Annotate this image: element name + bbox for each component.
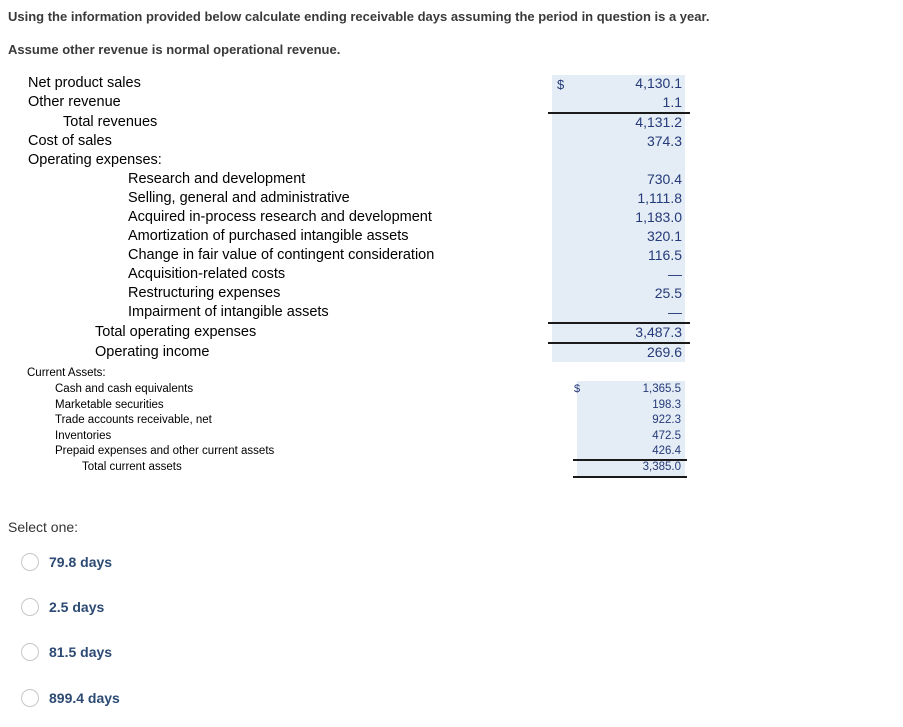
total-revenues-value: 4,131.2 (635, 114, 682, 130)
total-operating-expenses-value: 3,487.3 (635, 324, 682, 340)
acquisition-label: Acquisition-related costs (128, 266, 286, 282)
answer-option-3[interactable] (21, 643, 112, 661)
receivable-value: 922.3 (652, 414, 681, 426)
marketable-value: 198.3 (652, 399, 681, 411)
radio-button[interactable] (21, 643, 39, 661)
operating-income-value: 269.6 (646, 344, 682, 360)
other-revenue-value: 1.1 (662, 94, 682, 110)
dollar-sign: $ (557, 77, 565, 92)
cost-of-sales-value: 374.3 (646, 133, 682, 149)
amortization-value: 320.1 (646, 228, 682, 244)
restructuring-label: Restructuring expenses (128, 285, 281, 301)
inventories-label: Inventories (55, 430, 112, 442)
answer-option-label: 81.5 days (49, 644, 113, 660)
radio-button[interactable] (21, 598, 39, 616)
prepaid-value: 426.4 (652, 445, 681, 457)
marketable-label: Marketable securities (55, 399, 164, 411)
net-product-sales-value: 4,130.1 (635, 75, 682, 91)
total-revenues-label: Total revenues (63, 114, 158, 130)
iprd-value: 1,183.0 (635, 209, 682, 225)
sga-label: Selling, general and administrative (128, 190, 350, 206)
radio-button[interactable] (21, 689, 39, 707)
dollar-sign: $ (574, 383, 581, 395)
rnd-label: Research and development (128, 171, 306, 187)
answer-option-1[interactable] (21, 553, 112, 571)
impairment-label: Impairment of intangible assets (128, 304, 329, 320)
contingent-label: Change in fair value of contingent consideration (128, 247, 435, 263)
cash-value: 1,365.5 (642, 383, 681, 395)
contingent-value: 116.5 (648, 247, 682, 263)
acquisition-value: — (668, 266, 682, 282)
question-text: Using the information provided below calculate ending receivable days assuming the period in question is a year. (8, 9, 710, 24)
total-operating-expenses-label: Total operating expenses (95, 324, 257, 340)
answer-option-label: 899.4 days (49, 690, 120, 706)
iprd-label: Acquired in-process research and development (128, 209, 432, 225)
restructuring-value: 25.5 (654, 285, 682, 301)
receivable-label: Trade accounts receivable, net (55, 414, 212, 426)
cost-of-sales-label: Cost of sales (28, 133, 112, 149)
operating-expenses-header: Operating expenses: (28, 152, 162, 168)
operating-income-label: Operating income (95, 344, 210, 360)
answer-option-2[interactable] (21, 598, 104, 616)
answer-option-label: 2.5 days (49, 599, 105, 615)
inventories-value: 472.5 (652, 430, 681, 442)
other-revenue-label: Other revenue (28, 94, 121, 110)
answer-option-4[interactable] (21, 689, 120, 707)
current-assets-header: Current Assets: (27, 367, 106, 379)
total-current-assets-label: Total current assets (82, 461, 182, 473)
divider (573, 476, 687, 478)
radio-button[interactable] (21, 553, 39, 571)
rnd-value: 730.4 (646, 171, 682, 187)
net-product-sales-label: Net product sales (28, 75, 141, 91)
prepaid-label: Prepaid expenses and other current assets (55, 445, 275, 457)
total-current-assets-value: 3,385.0 (642, 461, 681, 473)
answer-option-label: 79.8 days (49, 554, 113, 570)
cash-label: Cash and cash equivalents (55, 383, 194, 395)
sga-value: 1,111.8 (637, 190, 682, 206)
select-one-label: Select one: (8, 519, 79, 535)
amortization-label: Amortization of purchased intangible assets (128, 228, 409, 244)
question-assumption: Assume other revenue is normal operational revenue. (8, 42, 341, 57)
impairment-value: — (668, 304, 682, 320)
